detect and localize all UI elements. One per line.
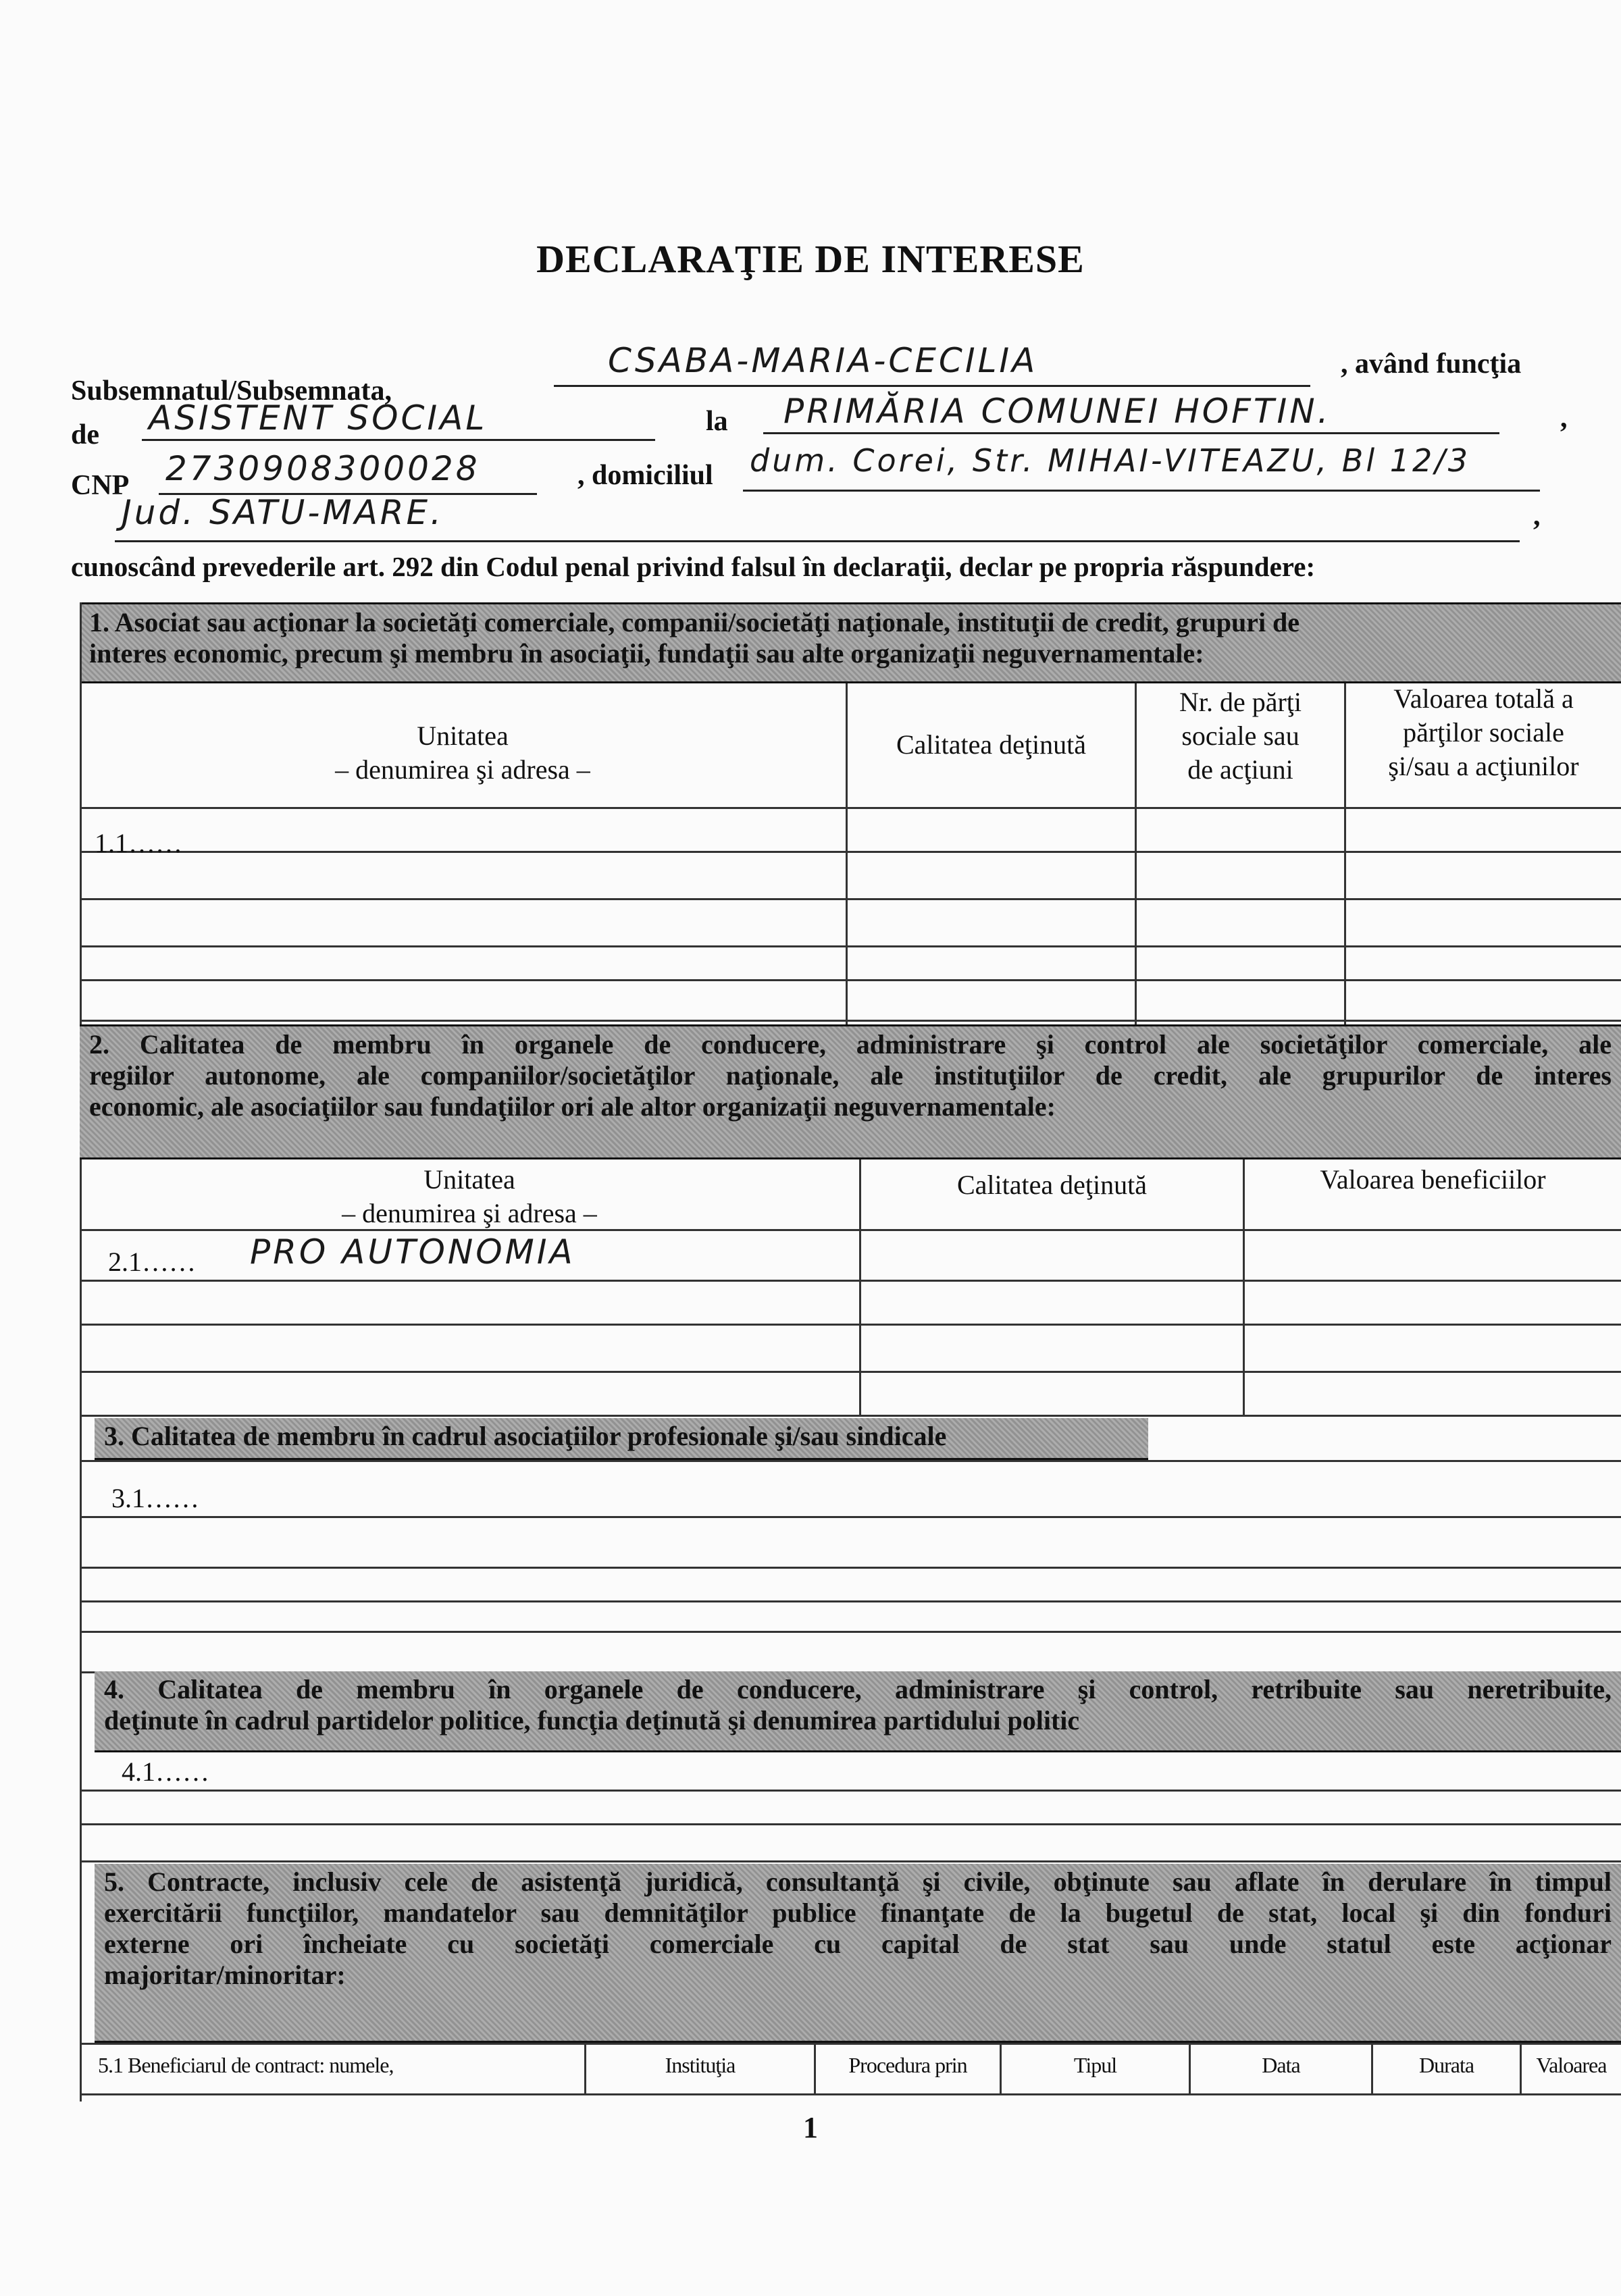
function-label: , având funcţia xyxy=(1341,348,1522,380)
section-2-heading xyxy=(80,1024,1621,1159)
s5-col-durata: Durata xyxy=(1418,2053,1474,2077)
name-underline xyxy=(554,385,1310,387)
document-title: DECLARAŢIE DE INTERESE xyxy=(536,237,1085,281)
section-1-heading-line2: interes economic, precum şi membru în asociaţii, fundaţii sau alte organizaţii neguvernamentale: xyxy=(89,638,1204,669)
cnp-value: 2730908300028 xyxy=(165,449,480,488)
de-label: de xyxy=(71,419,99,450)
s2-col-unitatea xyxy=(80,1163,859,1230)
s5-col-institutia: Instituţia xyxy=(665,2053,736,2077)
judet-underline xyxy=(115,540,1520,542)
s2-row-1: 2.1…… xyxy=(108,1247,196,1277)
function-underline xyxy=(142,439,655,441)
s2-col-unitatea-line2: – denumirea şi adresa – xyxy=(342,1198,597,1228)
declaration-text: cunoscând prevederile art. 292 din Codul penal privind falsul în declaraţii, declar pe propria răspundere: xyxy=(71,551,1316,582)
s4-row-1: 4.1…… xyxy=(122,1756,209,1787)
s2-col-valoarea: Valoarea beneficiilor xyxy=(1320,1164,1546,1195)
section-2-heading-line2: regiilor autonome, ale companiilor/societăţilor naţionale, ale instituţiilor de credit, ale grupurilor de interes xyxy=(89,1060,1612,1091)
institution-value: PRIMĂRIA COMUNEI HOFTIN. xyxy=(783,392,1331,431)
domiciliu-underline xyxy=(743,490,1540,492)
s2-col-unitatea-line1: Unitatea xyxy=(423,1164,515,1195)
s1-col-valoarea xyxy=(1346,682,1621,783)
judet-value: Jud. SATU-MARE. xyxy=(122,493,444,532)
subsemnat-label: Subsemnatul/Subsemnata, xyxy=(71,375,392,407)
s1-col-valoarea-line1: Valoarea totală a xyxy=(1393,683,1574,714)
s5-col-data: Data xyxy=(1262,2053,1300,2077)
domiciliu-label: , domiciliul xyxy=(577,460,713,491)
institution-underline xyxy=(763,432,1499,434)
function-value: ASISTENT SOCIAL xyxy=(149,398,488,438)
s1-row-1: 1.1…… xyxy=(95,828,182,858)
section-5-heading-line4: majoritar/minoritar: xyxy=(104,1960,346,1990)
s1-col-unitatea-line2: – denumirea şi adresa – xyxy=(335,754,590,785)
comma-2: , xyxy=(1533,500,1541,531)
s3-row-1: 3.1…… xyxy=(111,1483,199,1513)
section-3-heading xyxy=(95,1418,1148,1460)
s5-col-tipul: Tipul xyxy=(1073,2053,1117,2077)
s1-col-valoarea-line3: şi/sau a acţiunilor xyxy=(1388,751,1579,781)
section-2-heading-line1: 2. Calitatea de membru în organele de conducere, administrare şi control ale societăţilor comerciale, ale xyxy=(89,1029,1612,1060)
section-3-heading-text: 3. Calitatea de membru în cadrul asociaţiilor profesionale şi/sau sindicale xyxy=(104,1421,947,1451)
section-5-heading-line2: exercitării funcţiilor, mandatelor sau demnităţilor publice finanţate de la bugetul de stat, local şi din fonduri xyxy=(104,1898,1612,1928)
s2-row-1-value: PRO AUTONOMIA xyxy=(250,1232,575,1272)
la-label: la xyxy=(706,406,728,437)
section-4-heading xyxy=(95,1671,1621,1752)
cnp-label: CNP xyxy=(71,470,130,501)
s1-col-calitatea: Calitatea deţinută xyxy=(896,729,1086,760)
s1-col-nr-parti xyxy=(1137,685,1344,787)
section-5-heading-line1: 5. Contracte, inclusiv cele de asistenţă juridică, consultanţă şi civile, obţinute sau aflate în derulare în timpul xyxy=(104,1867,1612,1897)
section-1-heading xyxy=(80,602,1621,683)
comma-1: , xyxy=(1560,402,1568,434)
s5-col-valoarea: Valoarea xyxy=(1536,2053,1607,2077)
section-4-heading-line2: deţinute în cadrul partidelor politice, funcţia deţinută şi denumirea partidului politic xyxy=(104,1705,1080,1736)
s3-divider xyxy=(80,1460,1621,1462)
s1-col-nr-parti-line1: Nr. de părţi xyxy=(1179,687,1302,717)
s5-col-beneficiar: 5.1 Beneficiarul de contract: numele, xyxy=(98,2053,394,2077)
s1-col-nr-parti-line3: de acţiuni xyxy=(1187,754,1293,785)
section-2-heading-line3: economic, ale asociaţiilor sau fundaţiilor ori ale altor organizaţii neguvernamentale: xyxy=(89,1091,1056,1122)
s1-col-valoarea-line2: părţilor sociale xyxy=(1403,717,1564,748)
s2-col-calitatea: Calitatea deţinută xyxy=(957,1170,1147,1200)
section-5-heading xyxy=(95,1864,1621,2043)
domiciliu-value: dum. Corei, Str. MIHAI-VITEAZU, Bl 12/3 xyxy=(750,442,1471,479)
s5-col-procedura: Procedura prin xyxy=(848,2053,967,2077)
page-number: 1 xyxy=(803,2111,818,2144)
section-5-heading-line3: externe ori încheiate cu societăţi comerciale cu capital de stat sau unde statul este acţionar xyxy=(104,1929,1612,1959)
section-1-heading-line1: 1. Asociat sau acţionar la societăţi comerciale, companii/societăţi naţionale, instituţii de credit, grupuri de xyxy=(89,607,1300,637)
name-value: CSABA-MARIA-CECILIA xyxy=(608,341,1038,380)
s1-col-nr-parti-line2: sociale sau xyxy=(1181,721,1300,751)
section-4-heading-line1: 4. Calitatea de membru în organele de conducere, administrare şi control, retribuite sau neretribuite, xyxy=(104,1674,1612,1704)
s1-col-unitatea xyxy=(80,719,846,787)
s1-col-unitatea-line1: Unitatea xyxy=(417,721,509,751)
